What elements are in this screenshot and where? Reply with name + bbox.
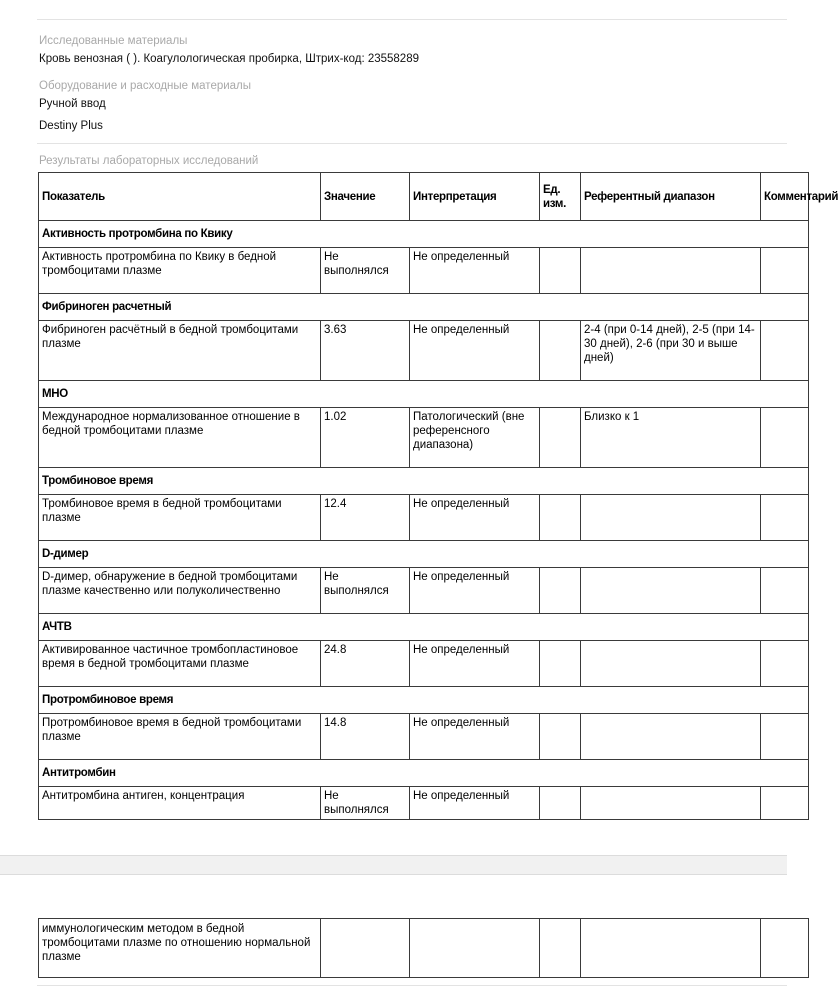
header-interpretation: Интерпретация xyxy=(410,173,540,221)
value-cell: Не выполнялся xyxy=(321,248,410,294)
value-cell: 12.4 xyxy=(321,495,410,541)
reference-cell: 2-4 (при 0-14 дней), 2-5 (при 14-30 дней), 2-6 (при 30 и выше дней) xyxy=(581,321,761,381)
comment-cell xyxy=(761,787,809,820)
indicator-cell: Тромбиновое время в бедной тромбоцитами плазме xyxy=(39,495,321,541)
results-table xyxy=(38,172,838,820)
equipment-item: Ручной ввод xyxy=(39,98,106,110)
table-row xyxy=(39,248,809,294)
comment-cell xyxy=(761,568,809,614)
interpretation-cell: Не определенный xyxy=(410,714,540,760)
header-indicator: Показатель xyxy=(39,173,321,221)
interpretation-cell: Не определенный xyxy=(410,641,540,687)
indicator-cell: Антитромбина антиген, концентрация xyxy=(39,787,321,820)
group-title: Активность протромбина по Квику xyxy=(39,221,809,248)
table-row xyxy=(39,408,809,468)
value-cell: 1.02 xyxy=(321,408,410,468)
value-cell: 24.8 xyxy=(321,641,410,687)
group-row xyxy=(39,541,809,568)
bottom-divider xyxy=(37,985,787,986)
value-cell: Не выполнялся xyxy=(321,787,410,820)
comment-cell xyxy=(761,321,809,381)
indicator-cell: D-димер, обнаружение в бедной тромбоцитами плазме качественно или полуколичественно xyxy=(39,568,321,614)
header-unit: Ед. изм. xyxy=(540,173,581,221)
indicator-cell: Фибриноген расчётный в бедной тромбоцитами плазме xyxy=(39,321,321,381)
group-row xyxy=(39,687,809,714)
interpretation-cell: Не определенный xyxy=(410,495,540,541)
value-cell: 3.63 xyxy=(321,321,410,381)
group-title: МНО xyxy=(39,381,809,408)
materials-value: Кровь венозная ( ). Коагулологическая пробирка, Штрих-код: 23558289 xyxy=(39,53,419,65)
indicator-cell: Протромбиновое время в бедной тромбоцитами плазме xyxy=(39,714,321,760)
interpretation-cell: Не определенный xyxy=(410,787,540,820)
reference-cell xyxy=(581,714,761,760)
table-row xyxy=(39,568,809,614)
reference-cell xyxy=(581,568,761,614)
empty-cell xyxy=(581,919,761,978)
continuation-text: иммунологическим методом в бедной тромбоцитами плазме по отношению нормальной плазме xyxy=(39,919,321,978)
header-comment: Комментарий xyxy=(761,173,809,221)
comment-cell xyxy=(761,641,809,687)
equipment-label: Оборудование и расходные материалы xyxy=(39,80,252,92)
comment-cell xyxy=(761,248,809,294)
unit-cell xyxy=(540,495,581,541)
group-row xyxy=(39,294,809,321)
section-divider xyxy=(37,143,787,144)
comment-cell xyxy=(761,408,809,468)
table-row xyxy=(39,321,809,381)
interpretation-cell: Не определенный xyxy=(410,568,540,614)
header-value: Значение xyxy=(321,173,410,221)
empty-cell xyxy=(761,919,809,978)
empty-cell xyxy=(540,919,581,978)
table-row xyxy=(39,641,809,687)
reference-cell xyxy=(581,248,761,294)
indicator-cell: Активность протромбина по Квику в бедной тромбоцитами плазме xyxy=(39,248,321,294)
indicator-cell: Активированное частичное тромбопластиновое время в бедной тромбоцитами плазме xyxy=(39,641,321,687)
group-title: Протромбиновое время xyxy=(39,687,809,714)
interpretation-cell: Патологический (вне референсного диапазона) xyxy=(410,408,540,468)
header-reference: Референтный диапазон xyxy=(581,173,761,221)
interpretation-cell: Не определенный xyxy=(410,248,540,294)
unit-cell xyxy=(540,787,581,820)
group-row xyxy=(39,760,809,787)
unit-cell xyxy=(540,714,581,760)
group-row xyxy=(39,381,809,408)
group-row xyxy=(39,221,809,248)
group-title: D-димер xyxy=(39,541,809,568)
materials-label: Исследованные материалы xyxy=(39,35,188,47)
indicator-cell: Международное нормализованное отношение в бедной тромбоцитами плазме xyxy=(39,408,321,468)
comment-cell xyxy=(761,495,809,541)
group-row xyxy=(39,468,809,495)
group-title: Тромбиновое время xyxy=(39,468,809,495)
table-row xyxy=(39,787,809,820)
unit-cell xyxy=(540,248,581,294)
group-title: Фибриноген расчетный xyxy=(39,294,809,321)
comment-cell xyxy=(761,714,809,760)
top-divider xyxy=(37,19,787,20)
group-title: АЧТВ xyxy=(39,614,809,641)
table-row xyxy=(39,495,809,541)
reference-cell xyxy=(581,641,761,687)
table-header-row xyxy=(39,173,809,221)
unit-cell xyxy=(540,641,581,687)
results-label: Результаты лабораторных исследований xyxy=(39,155,259,167)
continuation-table xyxy=(38,918,809,978)
group-title: Антитромбин xyxy=(39,760,809,787)
group-row xyxy=(39,614,809,641)
interpretation-cell: Не определенный xyxy=(410,321,540,381)
reference-cell: Близко к 1 xyxy=(581,408,761,468)
reference-cell xyxy=(581,495,761,541)
empty-cell xyxy=(321,919,410,978)
table-row xyxy=(39,919,809,978)
unit-cell xyxy=(540,321,581,381)
reference-cell xyxy=(581,787,761,820)
equipment-item: Destiny Plus xyxy=(39,120,103,132)
unit-cell xyxy=(540,568,581,614)
page-break xyxy=(0,855,787,875)
empty-cell xyxy=(410,919,540,978)
table-row xyxy=(39,714,809,760)
value-cell: Не выполнялся xyxy=(321,568,410,614)
unit-cell xyxy=(540,408,581,468)
value-cell: 14.8 xyxy=(321,714,410,760)
